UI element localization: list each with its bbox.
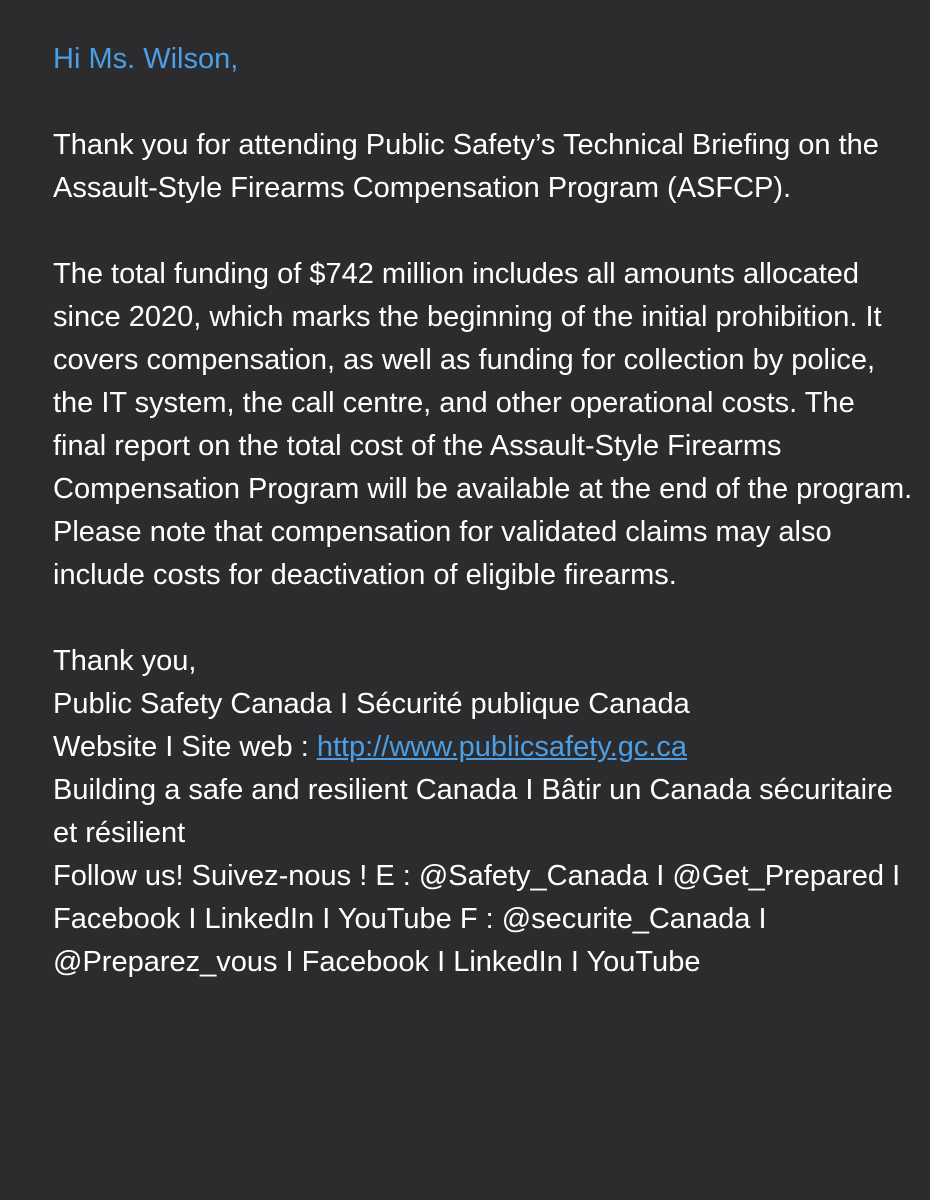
email-body [53, 38, 913, 984]
signature-organization: Public Safety Canada I Sécurité publique Canada [53, 688, 690, 720]
signature-social: Follow us! Suivez-nous ! E : @Safety_Canada I @Get_Prepared I Facebook I LinkedIn I YouTube F : @securite_Canada I @Preparez_vous I Facebook I LinkedIn I YouTube [53, 860, 901, 978]
signature-website-label: Website I Site web : [53, 731, 317, 763]
email-paragraph-intro: Thank you for attending Public Safety’s Technical Briefing on the Assault-Style Firearms Compensation Program (ASFCP). [53, 129, 879, 204]
signature-website-line [53, 726, 913, 769]
signature-closing: Thank you, [53, 645, 197, 677]
signature-tagline: Building a safe and resilient Canada I Bâtir un Canada sécuritaire et résilient [53, 774, 893, 849]
website-link[interactable]: http://www.publicsafety.gc.ca [316, 731, 688, 763]
email-paragraph-funding: The total funding of $742 million includes all amounts allocated since 2020, which marks the beginning of the initial prohibition. It covers compensation, as well as funding for collection by police, the IT system, the call centre, and other operational costs. The final report on the total cost of the Assault-Style Firearms Compensation Program will be available at the end of the program. Please note that compensation for validated claims may also include costs for deactivation of eligible firearms. [53, 258, 913, 591]
email-greeting: Hi Ms. Wilson, [53, 43, 239, 75]
email-signature [53, 640, 913, 984]
